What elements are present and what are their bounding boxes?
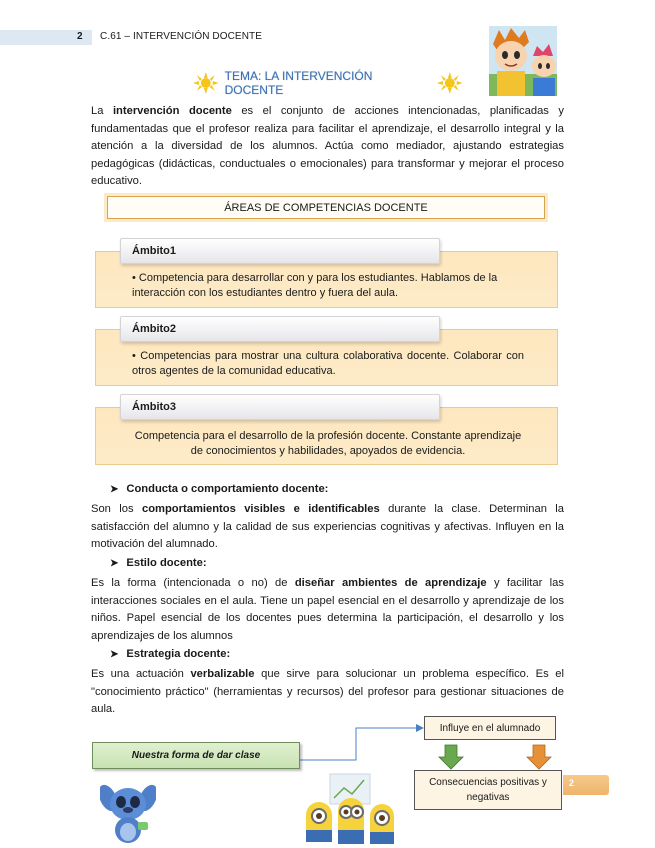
estrategia-body: que sirve para solucionar un problema específico. Es el "conocimiento práctico" (herramientas y recursos) del profesor para gestionar situaciones de aula.: [91, 668, 564, 716]
connector-arrowhead: [416, 724, 424, 732]
estrategia-heading: [110, 648, 230, 660]
estilo-body: y facilitar las interacciones sociales en el aula. Tiene un papel esencial en el desarrollo y aprendizaje de los niños. Papel esencial de los docentes pues determina la participación, el desarrollo y los aprendizajes de los alumnos: [91, 577, 564, 642]
conducta-lead: Son los: [91, 503, 142, 515]
influye-box: [424, 716, 556, 740]
sun-icon: [193, 72, 219, 94]
estilo-term: diseñar ambientes de aprendizaje: [294, 577, 487, 589]
ambito-1-label: Ámbito1: [120, 238, 440, 264]
ambito-2-label: Ámbito2: [120, 316, 440, 342]
forma-text: Nuestra forma de dar clase: [131, 750, 261, 761]
header-page-number: 2: [77, 31, 83, 42]
arrowhead-bullet-icon: ➤: [110, 557, 119, 569]
areas-title: ÁREAS DE COMPETENCIAS DOCENTE: [224, 201, 428, 214]
minions-illustration: [300, 772, 400, 848]
blue-alien-illustration: [100, 778, 156, 844]
influye-text: Influye en el alumnado: [439, 722, 541, 734]
consecuencias-box: [414, 770, 562, 810]
footer-page-tab: 2: [563, 775, 609, 795]
estilo-lead: Es la forma (intencionada o no) de: [91, 577, 295, 589]
cartoon-kids-illustration: [489, 26, 557, 96]
conducta-heading: [110, 483, 328, 495]
sun-icon: [437, 72, 463, 94]
conducta-heading-text: Conducta o comportamiento docente:: [126, 483, 329, 495]
conducta-paragraph: [91, 501, 564, 554]
ambito-1-text: • Competencia para desarrollar con y para los estudiantes. Hablamos de la interacción con los estudiantes dentro y fuera del aula.: [132, 272, 498, 299]
conducta-term: comportamientos visibles e identificables: [141, 503, 380, 515]
intro-body: es el conjunto de acciones intencionadas, planificadas y fundamentadas que el profesor realiza para facilitar el aprendizaje, el desarrollo integral y la atención a la diversidad de los alumnos. Actúa como mediador, ajustando estrategias pedagógicas (didácticas, conductuales o emocionales) para transformar y mejorar el proceso educativo.: [91, 105, 564, 188]
connector-line: [300, 728, 416, 760]
ambito-3-label: Ámbito3: [120, 394, 440, 420]
estilo-heading-text: Estilo docente:: [126, 557, 207, 569]
conducta-body: durante la clase. Determinan la satisfacción del alumno y la calidad de sus experiencias cognitivas y afectivas. Influyen en la motivación del alumnado.: [91, 503, 564, 551]
intro-paragraph: [91, 103, 564, 191]
intro-term: intervención docente: [112, 105, 232, 117]
estrategia-lead: Es una actuación: [91, 668, 191, 680]
forma-box: [92, 742, 300, 769]
ambito-2-text: • Competencias para mostrar una cultura colaborativa docente. Colaborar con otros agentes de la comunidad educativa.: [132, 350, 524, 377]
estrategia-term: verbalizable: [190, 668, 255, 680]
arrowhead-bullet-icon: ➤: [110, 483, 119, 495]
arrowhead-bullet-icon: ➤: [110, 648, 119, 660]
estrategia-heading-text: Estrategia docente:: [126, 648, 231, 660]
topic-heading: [193, 69, 463, 97]
estilo-paragraph: [91, 575, 564, 645]
estrategia-paragraph: [91, 666, 564, 719]
ambito-3-text: Competencia para el desarrollo de la profesión docente. Constante aprendizaje de conocimientos y habilidades, apoyados de evidencia.: [134, 430, 522, 457]
areas-title-box: [107, 196, 545, 219]
estilo-heading: [110, 557, 207, 569]
consecuencias-text: Consecuencias positivas y negativas: [429, 777, 547, 803]
green-down-arrow: [439, 745, 463, 769]
intro-lead: La: [91, 105, 113, 117]
orange-down-arrow: [527, 745, 551, 769]
topic-title: TEMA: LA INTERVENCIÓN DOCENTE: [224, 69, 373, 97]
header-chapter-title: C.61 – INTERVENCIÓN DOCENTE: [100, 31, 262, 42]
